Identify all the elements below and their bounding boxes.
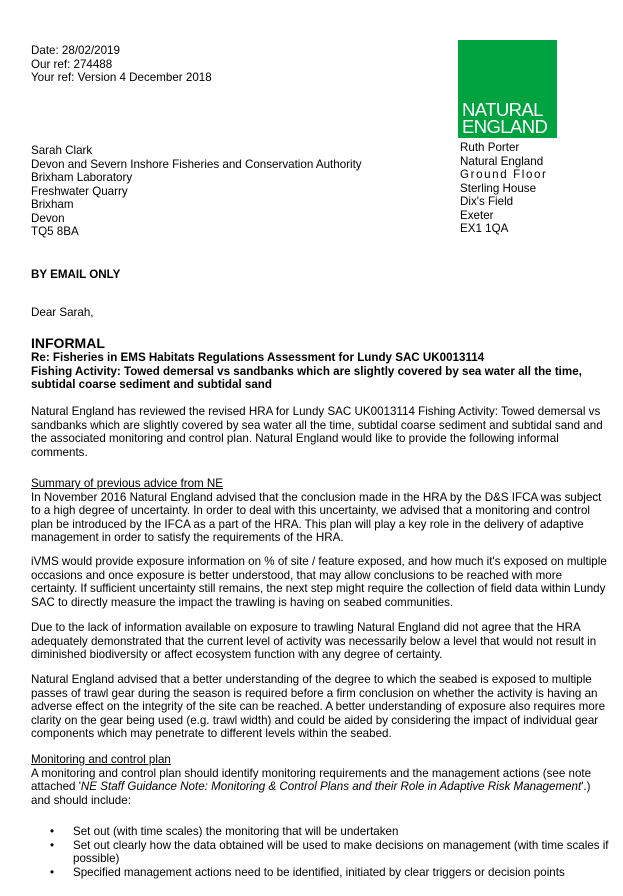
summary-paragraph-1: In November 2016 Natural England advised that the conclusion made in the HRA by the D&S IFCA was subject to a high degree of uncertainty. In order to deal with this uncertainty, we advised that a monitoring and control plan be introduced by the IFCA as a part of the HRA. This plan will play a key role in the delivery of adaptive management in order to satisfy the requirements of the HRA. xyxy=(31,490,602,544)
recipient-address xyxy=(31,144,362,239)
intro-text: Natural England has reviewed the revised HRA for Lundy SAC UK0013114 Fishing Activity: Towed demersal vs sandbanks which are slightly covered by sea water all the time, subtidal coarse sediment and subtidal sand and the associated monitoring and control plan. Natural England would like to provide the following informal comments. xyxy=(31,405,603,459)
exposure-paragraph-block xyxy=(31,621,611,662)
list-item xyxy=(31,825,611,839)
bullet-icon: • xyxy=(50,865,55,879)
recipient-postcode: TQ5 8BA xyxy=(31,225,79,238)
summary-section xyxy=(31,477,611,545)
list-item-text: Set out clearly how the data obtained will be used to make decisions on management (with time scales if possible) xyxy=(73,838,609,865)
summary-paragraph-2: iVMS would provide exposure information on % of site / feature exposed, and how much it's exposed on multiple occasions and once exposure is better understood, that may allow conclusions to be reached with more certainty. If sufficient uncertainty still remains, the next step might require the collection of field data within Lundy SAC to directly measure the impact the trawling is having on seabed communities. xyxy=(31,555,607,609)
informal-heading: INFORMAL xyxy=(31,335,105,351)
monitoring-intro-end: '.) and should include: xyxy=(31,780,591,807)
subject-re-line: Re: Fisheries in EMS Habitats Regulations Assessment for Lundy SAC UK0013114 xyxy=(31,351,485,364)
recipient-organisation: Devon and Severn Inshore Fisheries and Conservation Authority xyxy=(31,157,362,171)
logo-word-2: ENGLAND xyxy=(462,116,548,137)
intro-paragraph xyxy=(31,405,611,459)
sender-floor: Ground Floor xyxy=(460,168,548,181)
recipient-name: Sarah Clark xyxy=(31,144,93,157)
recipient-building: Brixham Laboratory xyxy=(31,171,133,184)
sender-organisation: Natural England xyxy=(460,154,544,168)
recipient-town: Brixham xyxy=(31,198,74,211)
date-line: Date: 28/02/2019 xyxy=(31,44,120,57)
salutation: Dear Sarah, xyxy=(31,306,94,319)
guidance-note-title: NE Staff Guidance Note: Monitoring & Control Plans and their Role in Adaptive Risk Management xyxy=(80,780,582,793)
your-ref-line: Your ref: Version 4 December 2018 xyxy=(31,71,212,84)
list-item xyxy=(31,839,611,866)
bullet-icon: • xyxy=(50,825,55,838)
monitoring-heading: Monitoring and control plan xyxy=(31,753,171,766)
monitoring-intro xyxy=(31,767,611,808)
sender-building: Sterling House xyxy=(460,181,537,195)
natural-england-logo xyxy=(458,40,557,138)
list-item xyxy=(31,866,611,880)
sender-postcode: EX1 1QA xyxy=(460,222,509,235)
recipient-county: Devon xyxy=(31,211,65,225)
monitoring-section xyxy=(31,753,611,807)
subject-block xyxy=(31,351,611,392)
by-email-notice: BY EMAIL ONLY xyxy=(31,268,121,281)
understanding-paragraph-block xyxy=(31,673,611,741)
list-item-text: Set out (with time scales) the monitoring that will be undertaken xyxy=(73,825,399,838)
reference-block xyxy=(31,44,212,85)
understanding-paragraph: Natural England advised that a better understanding of the degree to which the seabed is exposed to multiple passes of trawl gear during the season is required before a firm conclusion on whether the activity is having an adverse effect on the integrity of the site can be reached. A better understanding of exposure also requires more clarity on the gear being used (e.g. trawl width) and could be aided by considering the impact of individual gear components which may penetrate to different levels within the seabed. xyxy=(31,673,606,740)
bullet-icon: • xyxy=(50,838,55,852)
monitoring-intro-start: A monitoring and control plan should identify monitoring requirements and the management actions (see note attached ' xyxy=(31,766,592,793)
summary-paragraph-2-block xyxy=(31,555,611,609)
exposure-paragraph: Due to the lack of information available on exposure to trawling Natural England did not agree that the HRA adequately demonstrated that the current level of activity was necessarily below a level that would not result in diminished biodiversity or affect ecosystem function with any degree of certainty. xyxy=(31,621,597,661)
logo-word-1: NATURAL xyxy=(462,99,543,120)
sender-address xyxy=(460,141,548,236)
recipient-street: Freshwater Quarry xyxy=(31,184,128,198)
sender-street: Dix's Field xyxy=(460,195,514,208)
subject-activity-line: Fishing Activity: Towed demersal vs sandbanks which are slightly covered by sea water all the time, subtidal coarse sediment and subtidal sand xyxy=(31,364,582,391)
sender-name: Ruth Porter xyxy=(460,141,520,154)
our-ref-line: Our ref: 274488 xyxy=(31,57,113,71)
requirements-list xyxy=(31,825,611,879)
sender-city: Exeter xyxy=(460,208,494,222)
list-item-text: Specified management actions need to be identified, initiated by clear triggers or decision points xyxy=(73,865,565,879)
summary-heading: Summary of previous advice from NE xyxy=(31,477,224,490)
